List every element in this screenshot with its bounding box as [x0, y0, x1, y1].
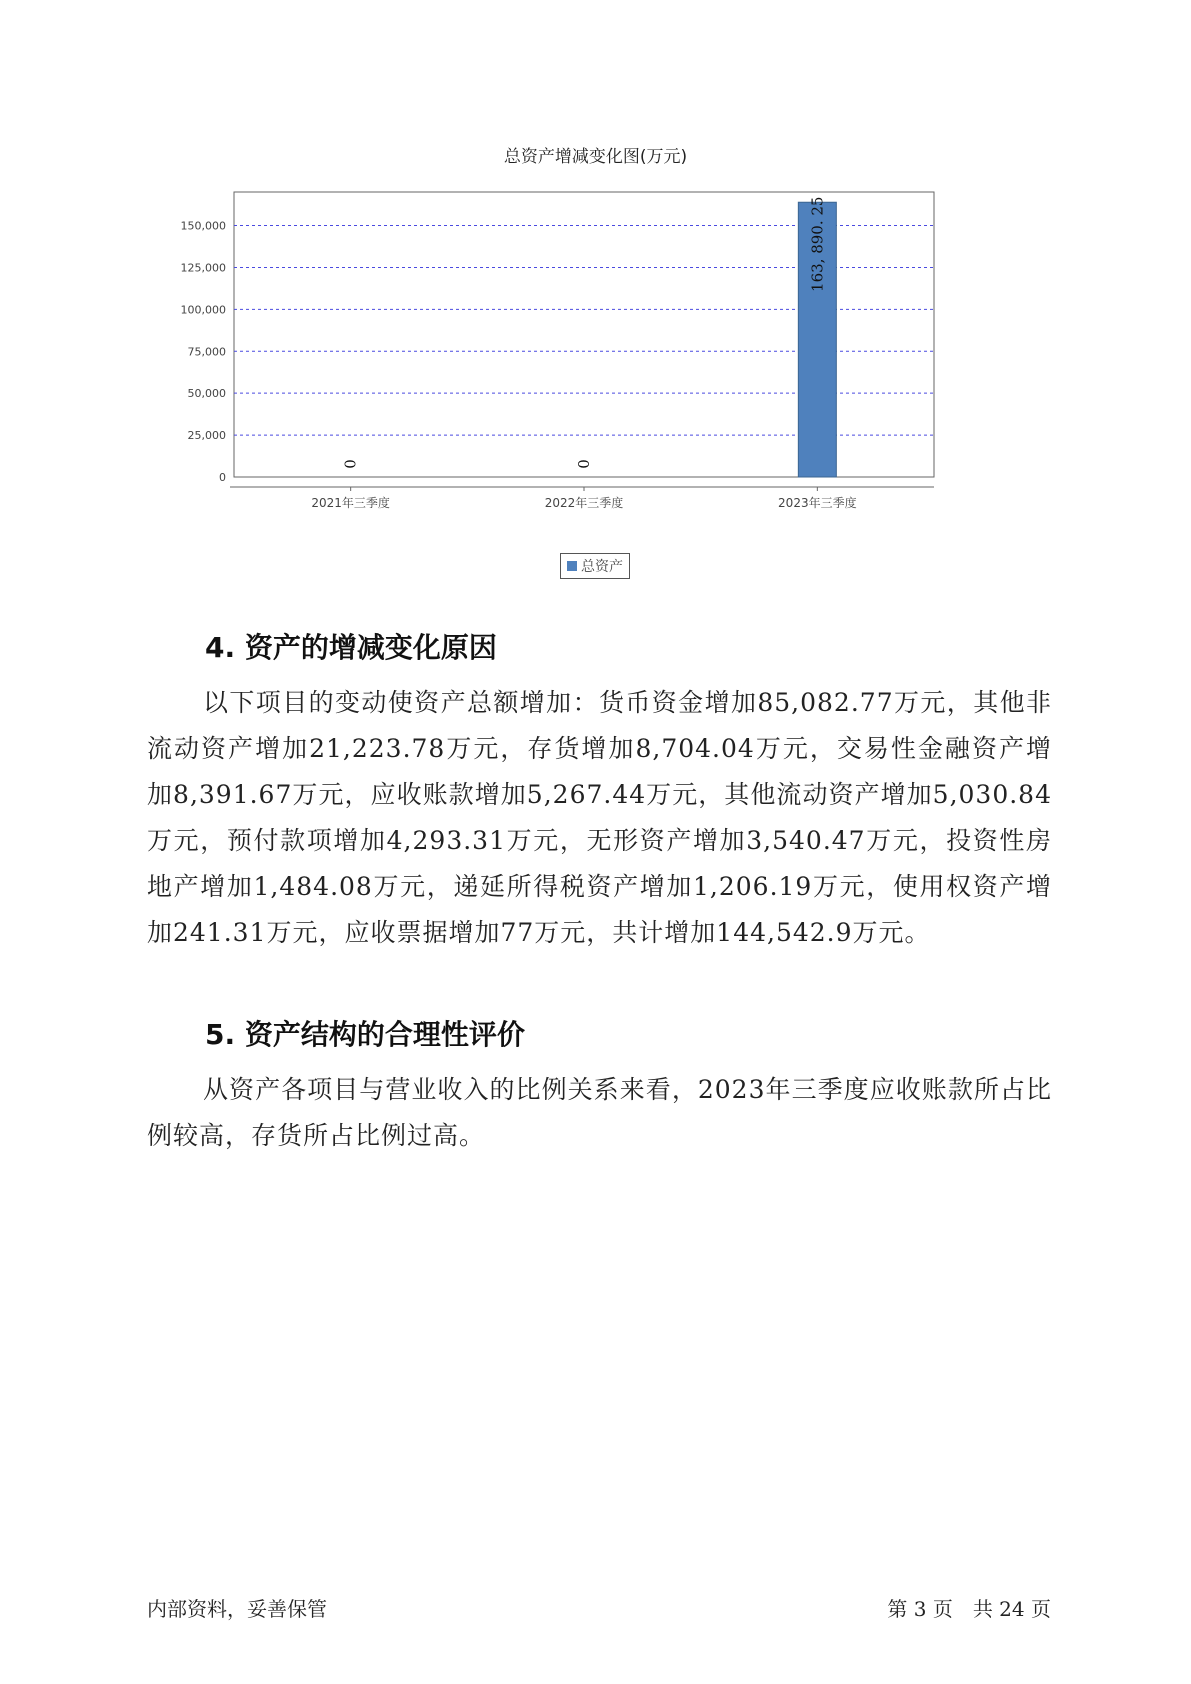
y-tick-label: 125,000 [180, 261, 226, 275]
chart-title: 总资产增减变化图(万元) [503, 147, 688, 167]
legend-label: 总资产 [581, 559, 623, 575]
chart-legend [560, 553, 630, 579]
x-tick-label: 2021年三季度 [311, 496, 390, 510]
bar-value-label: 0 [341, 459, 360, 469]
footer-confidential-note: 内部资料，妥善保管 [147, 1597, 327, 1621]
bar-value-label: 0 [575, 459, 593, 469]
bar-value-label: 163, 890. 25 [808, 196, 827, 292]
y-tick-label: 100,000 [180, 303, 226, 317]
section-4-heading: 4. 资产的增减变化原因 [205, 631, 497, 664]
y-tick-label: 50,000 [187, 387, 226, 401]
section-5-heading: 5. 资产结构的合理性评价 [205, 1018, 525, 1051]
footer-page-number: 第 3 页 共 24 页 [887, 1597, 1051, 1621]
legend-swatch [567, 561, 577, 571]
y-tick-label: 0 [219, 471, 226, 484]
section-4-paragraph: 以下项目的变动使资产总额增加：货币资金增加85,082.77万元，其他非流动资产增加21,223.78万元，存货增加8,704.04万元，交易性金融资产增加8,391.67万元，应收账款增加5,267.44万元，其他流动资产增加5,030.84万元，预付款项增加4,293.31万元，无形资产增加3,540.47万元，投资性房地产增加1,484.08万元，递延所得税资产增加1,206.19万元，使用权资产增加241.31万元，应收票据增加77万元，共计增加144,542.9万元。 [147, 688, 1052, 947]
x-tick-label: 2023年三季度 [778, 496, 857, 510]
section-5-paragraph: 从资产各项目与营业收入的比例关系来看，2023年三季度应收账款所占比例较高，存货所占比例过高。 [147, 1075, 1052, 1150]
bar-chart [150, 180, 1030, 550]
x-tick-label: 2022年三季度 [544, 496, 624, 510]
y-tick-label: 75,000 [187, 345, 226, 359]
y-tick-label: 150,000 [180, 219, 226, 233]
y-tick-label: 25,000 [187, 429, 226, 443]
